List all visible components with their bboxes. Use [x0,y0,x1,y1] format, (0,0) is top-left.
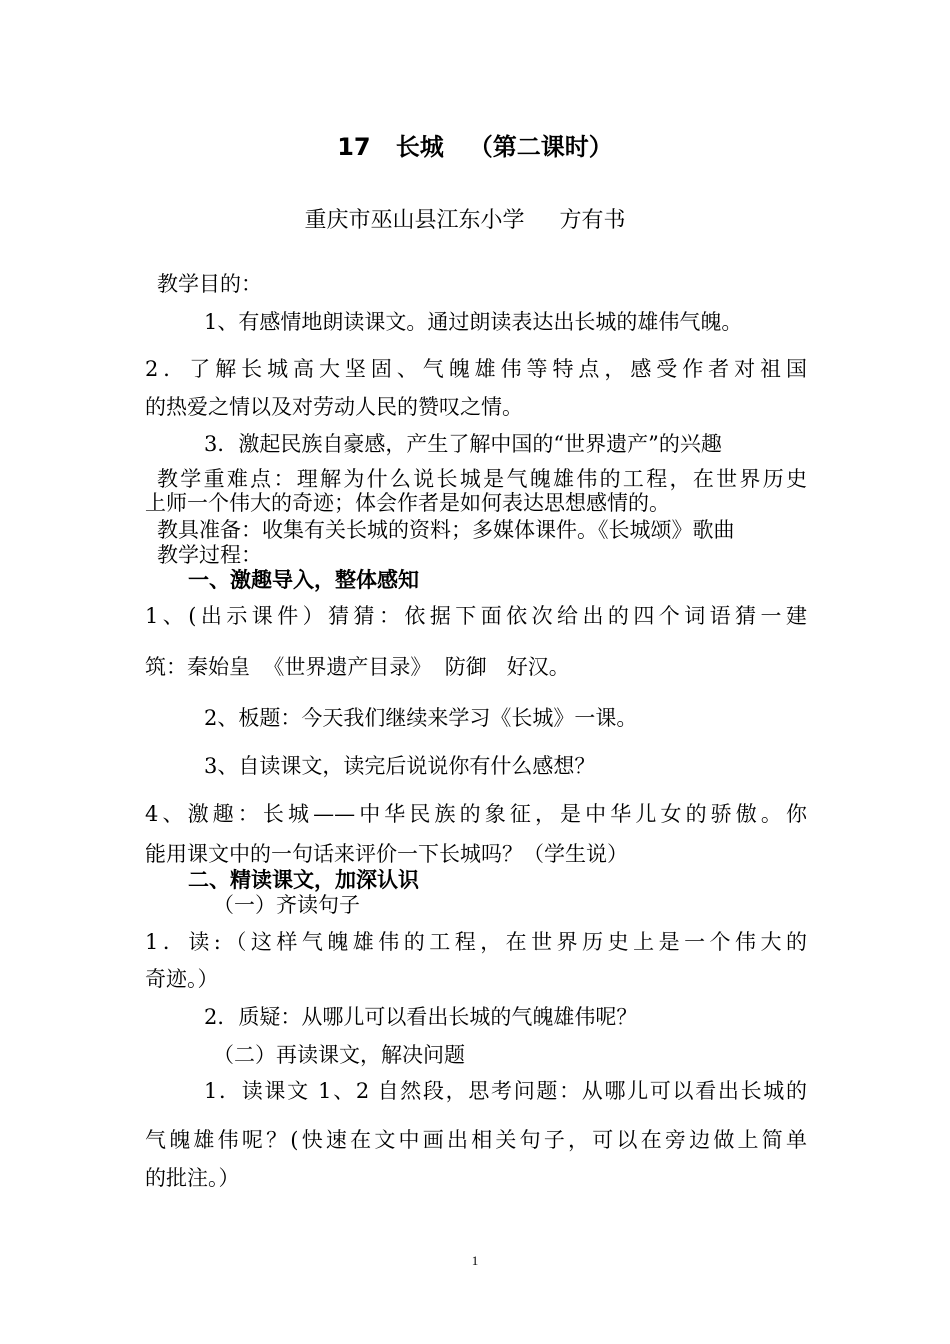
lesson-period: （第二课时） [468,132,613,161]
objective-1: 1、有感情地朗读课文。通过朗读表达出长城的雄伟气魄。 [204,310,743,334]
section-1-p1-line-2: 筑：秦始皇 《世界遗产目录》 防御 好汉。 [145,655,570,679]
section-2-s1-line-1: 1．读:（这样气魄雄伟的工程，在世界历史上是一个伟大的 [145,930,807,954]
section-1-p3: 3、自读课文，读完后说说你有什么感想？ [204,754,596,778]
lesson-name: 长城 [395,132,444,161]
section-1-p4-line-2: 能用课文中的一句话来评价一下长城吗？（学生说） [145,842,628,866]
section-1-p1-line-1: 1、(出示课件）猜猜：依据下面依次给出的四个词语猜一建 [145,604,807,628]
objective-2-line-1: 2．了解长城高大坚固、气魄雄伟等特点，感受作者对祖国 [145,357,807,381]
section-1-p2: 2、板题：今天我们继续来学习《长城》一课。 [204,706,638,730]
difficulty-line-2: 上师一个伟大的奇迹；体会作者是如何表达思想感情的。 [145,491,670,515]
section-2-s1-line-2: 奇迹。） [145,967,219,991]
page-title [0,134,950,160]
objectives-heading: 教学目的： [157,272,262,296]
author-line: 重庆市巫山县江东小学 方有书 [304,208,626,233]
section-1-p4-line-1: 4、激趣：长城——中华民族的象征，是中华儿女的骄傲。你 [145,802,807,826]
section-2-t1-line-1: 1．读课文 1、2 自然段，思考问题：从哪儿可以看出长城的 [204,1079,807,1103]
objective-3: 3．激起民族自豪感，产生了解中国的“世界遗产”的兴趣 [204,432,722,456]
section-2-t1-line-3: 的批注。） [145,1166,240,1190]
section-2-heading: 二、精读课文，加深认识 [188,867,419,892]
difficulty-line-1: 教学重难点：理解为什么说长城是气魄雄伟的工程，在世界历史 [157,467,807,491]
process-heading: 教学过程： [157,543,262,567]
page-number: 1 [471,1253,479,1268]
materials-line: 教具准备：收集有关长城的资料；多媒体课件。《长城颂》歌曲 [157,518,735,542]
lesson-number: 17 [337,133,371,161]
section-2-s2: 2．质疑：从哪儿可以看出长城的气魄雄伟呢？ [204,1005,638,1029]
section-2-sub-2: （二）再读课文，解决问题 [213,1043,465,1067]
section-2-t1-line-2: 气魄雄伟呢？(快速在文中画出相关句子，可以在旁边做上简单 [145,1128,807,1152]
objective-2-line-2: 的热爱之情以及对劳动人民的赞叹之情。 [145,395,523,419]
section-2-sub-1: （一）齐读句子 [213,893,360,917]
section-1-heading: 一、激趣导入，整体感知 [188,567,419,592]
